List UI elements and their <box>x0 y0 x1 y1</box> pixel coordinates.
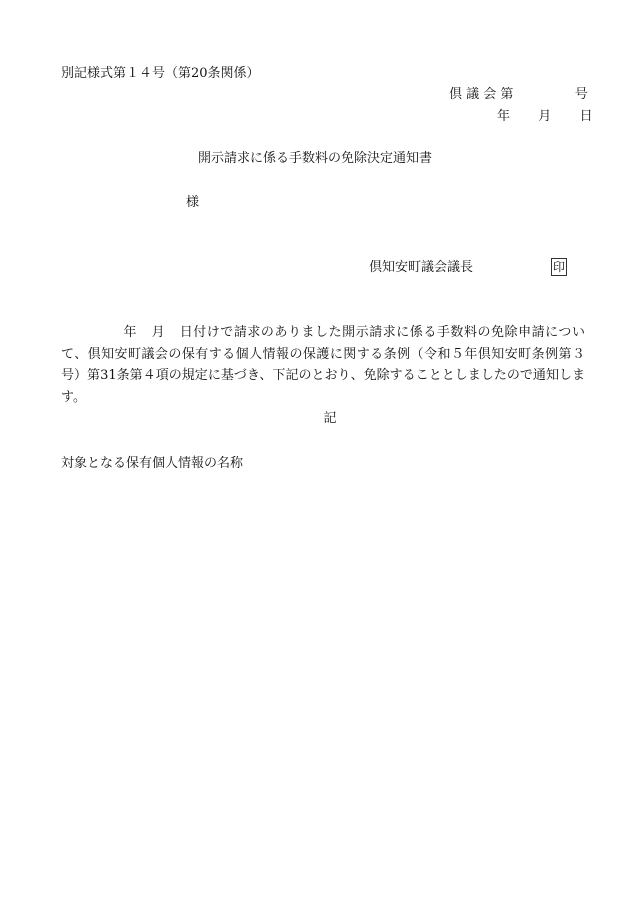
item-label: 対象となる保有個人情報の名称 <box>61 456 244 471</box>
document-title: 開示請求に係る手数料の免除決定通知書 <box>197 151 432 166</box>
reference-suffix: 号 <box>574 87 588 102</box>
date-month: 月 <box>538 109 552 124</box>
ki-heading: 記 <box>323 411 337 426</box>
body-month: 月 <box>151 325 166 340</box>
recipient-honorific: 様 <box>186 195 200 210</box>
date-day: 日 <box>579 109 593 124</box>
date-year: 年 <box>497 109 511 124</box>
seal-mark: 印 <box>552 260 565 274</box>
body-paragraph: 日付けで請求のありました開示請求に係る手数料の免除申請について、倶知安町議会の保有する個人情報の保護に関する条例（令和５年倶知安町条例第３号）第31条第４項の規定に基づき、下記のとおり、免除することとしましたので通知します。 <box>61 325 585 405</box>
issue-date <box>497 109 593 125</box>
notice-body <box>61 322 585 408</box>
body-year: 年 <box>123 325 138 340</box>
reference-number <box>449 87 588 103</box>
form-number: 別記様式第１４号（第20条関係） <box>61 66 260 81</box>
reference-prefix: 倶 議 会 第 <box>449 87 514 102</box>
sender-name: 倶知安町議会議長 <box>369 260 474 275</box>
